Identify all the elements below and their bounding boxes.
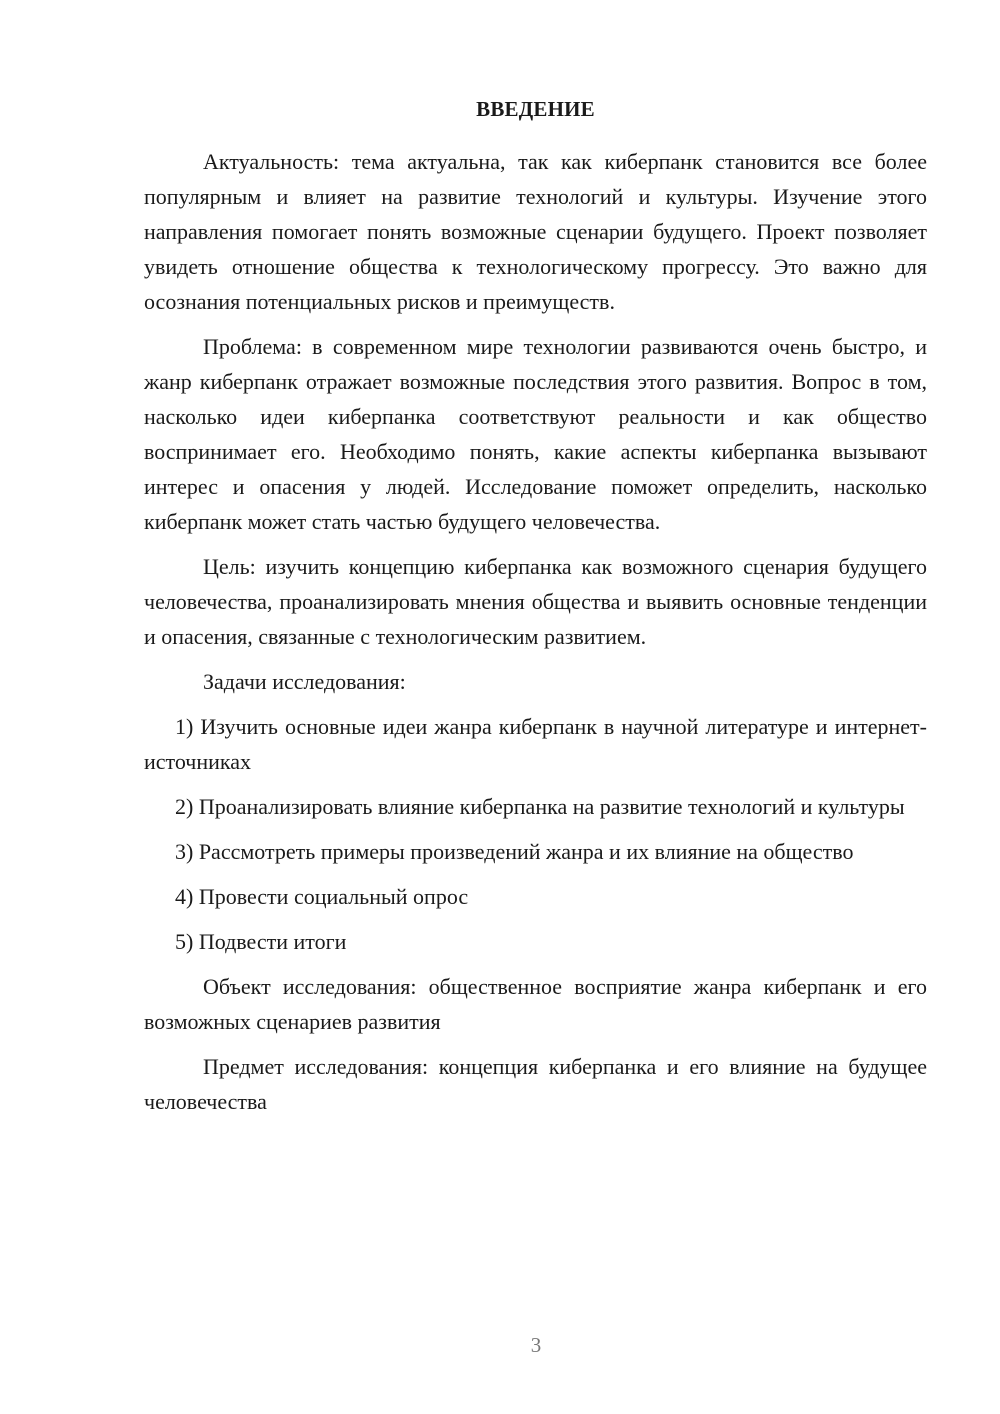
tasks-heading: Задачи исследования: [203,669,406,694]
paragraph-relevance: Актуальность: тема актуальна, так как киберпанк становится все более популярным и влияет на развитие технологий и культуры. Изучение этого направления помогает понять возможные сценарии будущего. Проект позволяет увидеть отношение общества к технологическому прогрессу. Это важно для осознания потенциальных рисков и преимуществ. [144,149,927,314]
paragraph-object: Объект исследования: общественное восприятие жанра киберпанк и его возможных сценариев развития [144,974,927,1034]
paragraph-problem: Проблема: в современном мире технологии развиваются очень быстро, и жанр киберпанк отражает возможные последствия этого развития. Вопрос в том, насколько идеи киберпанка соответствуют реальности и как общество воспринимает его. Необходимо понять, какие аспекты киберпанка вызывают интерес и опасения у людей. Исследование поможет определить, насколько киберпанк может стать частью будущего человечества. [144,334,927,534]
document-body [144,92,927,1129]
list-item: 4) Провести социальный опрос [175,884,469,909]
list-item: 5) Подвести итоги [175,929,347,954]
page-title: ВВЕДЕНИЕ [476,97,595,121]
page-number: 3 [530,1333,542,1357]
list-item: 2) Проанализировать влияние киберпанка на развитие технологий и культуры [175,794,905,819]
paragraph-goal: Цель: изучить концепцию киберпанка как возможного сценария будущего человечества, проанализировать мнения общества и выявить основные тенденции и опасения, связанные с технологическим развитием. [144,554,927,649]
paragraph-subject: Предмет исследования: концепция киберпанка и его влияние на будущее человечества [144,1054,927,1114]
list-item: 1) Изучить основные идеи жанра киберпанк в научной литературе и интернет-источниках [144,714,927,774]
list-item: 3) Рассмотреть примеры произведений жанра и их влияние на общество [175,839,854,864]
tasks-list [144,709,927,959]
